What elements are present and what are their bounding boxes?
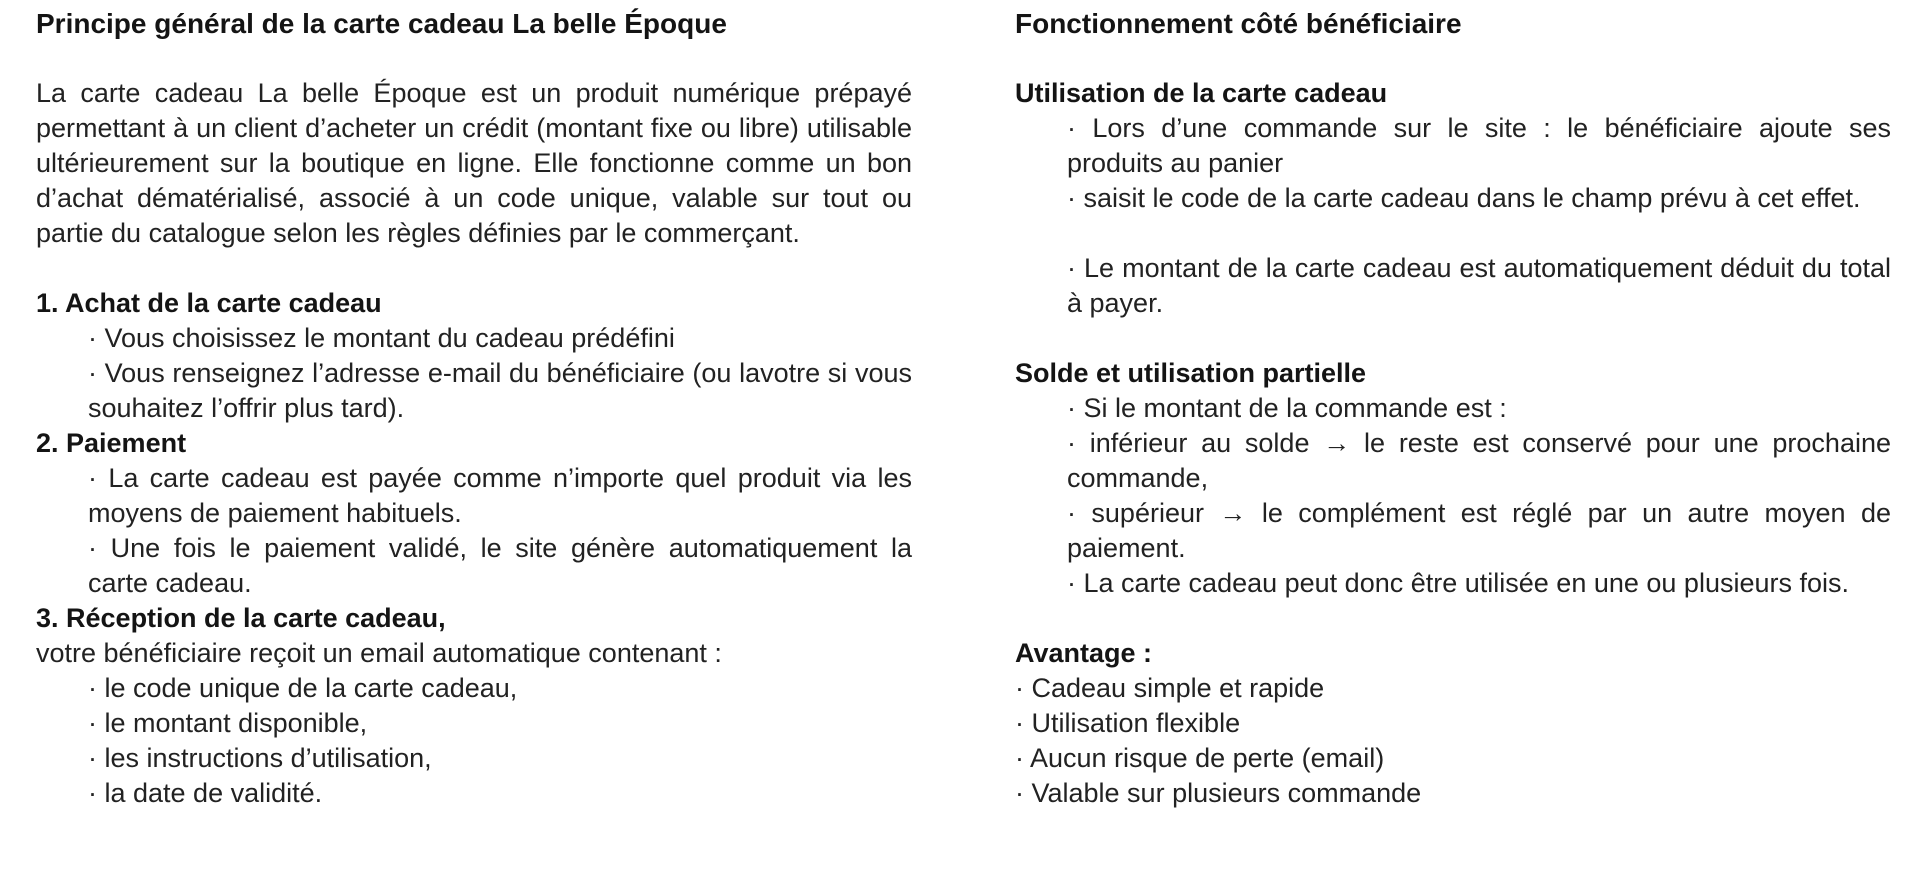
step3-lead: votre bénéficiaire reçoit un email automatique contenant :: [36, 638, 722, 668]
balance-heading: Solde et utilisation partielle: [1015, 358, 1367, 388]
step3-item: · le code unique de la carte cadeau,: [88, 673, 518, 703]
step2-heading: 2. Paiement: [36, 428, 187, 458]
balance-item: · Si le montant de la commande est :: [1067, 393, 1507, 423]
step3-heading: 3. Réception de la carte cadeau,: [36, 603, 446, 633]
step3-item: · le montant disponible,: [88, 708, 368, 738]
advantages-heading: Avantage :: [1015, 638, 1153, 668]
step2-item: · La carte cadeau est payée comme n’importe quel produit via les moyens de paiement habituels.: [88, 463, 912, 528]
step2-item: · Une fois le paiement validé, le site génère automatiquement la carte cadeau.: [88, 533, 912, 598]
left-column: [36, 6, 912, 811]
balance-item: · supérieur → le complément est réglé par un autre moyen de paiement.: [1067, 498, 1891, 563]
usage-after: · Le montant de la carte cadeau est automatiquement déduit du total à payer.: [1067, 253, 1891, 318]
usage-heading: Utilisation de la carte cadeau: [1015, 78, 1388, 108]
spacer: [1015, 321, 1891, 356]
advantage-item: · Cadeau simple et rapide: [1015, 673, 1325, 703]
usage-item: · saisit le code de la carte cadeau dans le champ prévu à cet effet.: [1067, 183, 1861, 213]
step3-item: · les instructions d’utilisation,: [88, 743, 432, 773]
spacer: [1015, 216, 1891, 251]
advantage-item: · Aucun risque de perte (email): [1015, 743, 1385, 773]
balance-item: · inférieur au solde → le reste est conservé pour une prochaine commande,: [1067, 428, 1891, 493]
advantage-item: · Utilisation flexible: [1015, 708, 1241, 738]
right-column: [1015, 6, 1891, 811]
intro-paragraph: La carte cadeau La belle Époque est un produit numérique prépayé permettant à un client d’acheter un crédit (montant fixe ou libre) utilisable ultérieurement sur la boutique en ligne. Elle fonctionne comme un bon d’achat dématérialisé, associé à un code unique, valable sur tout ou partie du catalogue selon les règles définies par le commerçant.: [36, 78, 912, 248]
usage-item: · Lors d’une commande sur le site : le bénéficiaire ajoute ses produits au panier: [1067, 113, 1891, 178]
right-title: Fonctionnement côté bénéficiaire: [1015, 8, 1462, 39]
spacer: [1015, 601, 1891, 636]
step1-heading: 1. Achat de la carte cadeau: [36, 288, 382, 318]
step1-item: · Vous renseignez l’adresse e-mail du bénéficiaire (ou lavotre si vous souhaitez l’offrir plus tard).: [88, 358, 912, 423]
balance-item: · La carte cadeau peut donc être utilisée en une ou plusieurs fois.: [1067, 568, 1849, 598]
advantage-item: · Valable sur plusieurs commande: [1015, 778, 1422, 808]
step3-item: · la date de validité.: [88, 778, 323, 808]
step1-item: · Vous choisissez le montant du cadeau prédéfini: [88, 323, 675, 353]
left-title: Principe général de la carte cadeau La belle Époque: [36, 8, 727, 39]
